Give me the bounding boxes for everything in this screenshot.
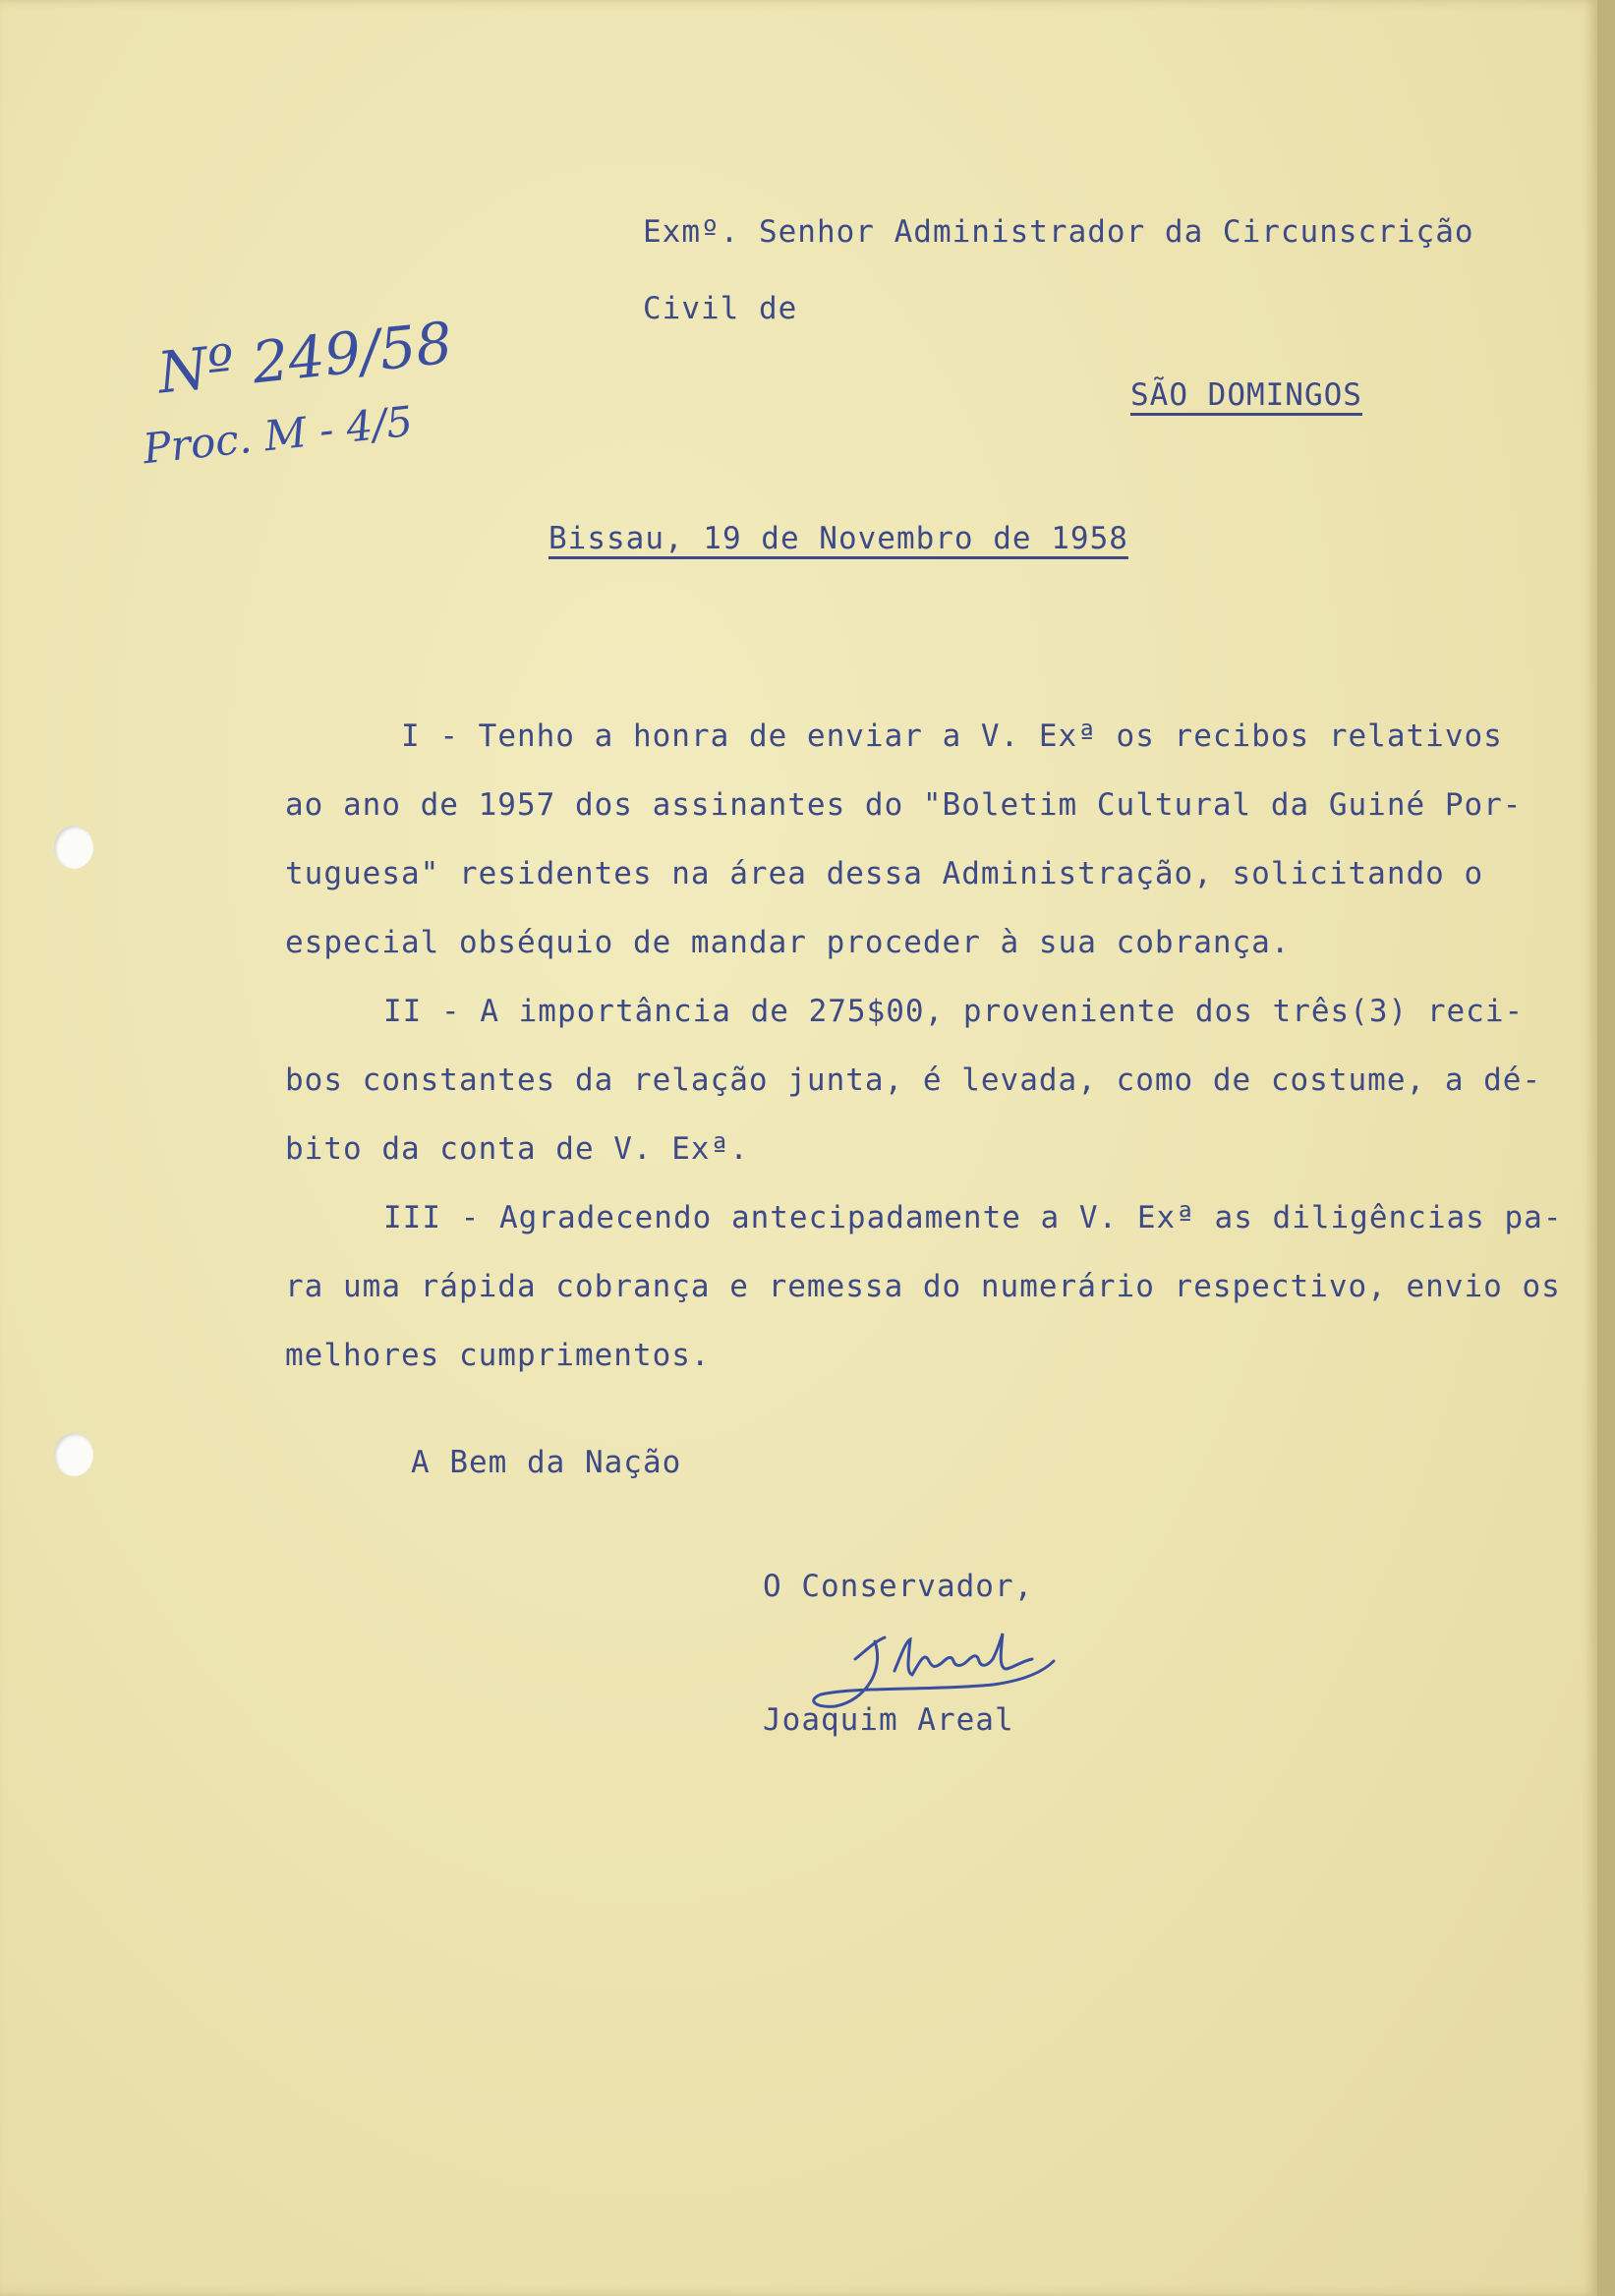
handwritten-reference: Nº 249/58 [154,309,456,407]
handwritten-process-number: Proc. M - 4/5 [141,396,416,474]
signatory-title: O Conservador, [763,1569,1034,1604]
paragraph-1 [285,702,1522,977]
paragraph-1-line: I - Tenho a honra de enviar a V. Exª os recibos relativos [401,718,1503,754]
paragraph-3-line: III - Agradecendo antecipadamente a V. Exª as diligências pa- [383,1200,1563,1235]
addressee-line-2: Civil de [643,291,798,326]
paragraph-1-line: tuguesa" residentes na área dessa Administração, solicitando o [285,856,1484,891]
paragraph-2-line: bito da conta de V. Exª. [285,1131,749,1167]
paragraph-1-line: ao ano de 1957 dos assinantes do "Boletim Cultural da Guiné Por- [285,787,1523,823]
paragraph-3-line: melhores cumprimentos. [285,1338,711,1373]
paragraph-2-line: II - A importância de 275$00, proveniente dos três(3) reci- [383,994,1525,1029]
punch-hole-bottom [54,1433,93,1476]
punch-hole-top [54,826,93,869]
addressee-line-1: Exmº. Senhor Administrador da Circunscrição [643,214,1474,250]
paragraph-3-line: ra uma rápida cobrança e remessa do numerário respectivo, envio os [285,1269,1561,1304]
paragraph-2 [285,977,1541,1183]
signatory-name: Joaquim Areal [763,1702,1014,1738]
closing-salutation: A Bem da Nação [411,1445,682,1480]
destination: SÃO DOMINGOS [1130,377,1362,413]
dateline: Bissau, 19 de Novembro de 1958 [548,521,1128,556]
paragraph-3 [285,1183,1562,1390]
paragraph-1-line: especial obséquio de mandar proceder à sua cobrança. [285,925,1291,960]
page-edge [1597,0,1615,2296]
paragraph-2-line: bos constantes da relação junta, é levada, como de costume, a dé- [285,1062,1542,1098]
